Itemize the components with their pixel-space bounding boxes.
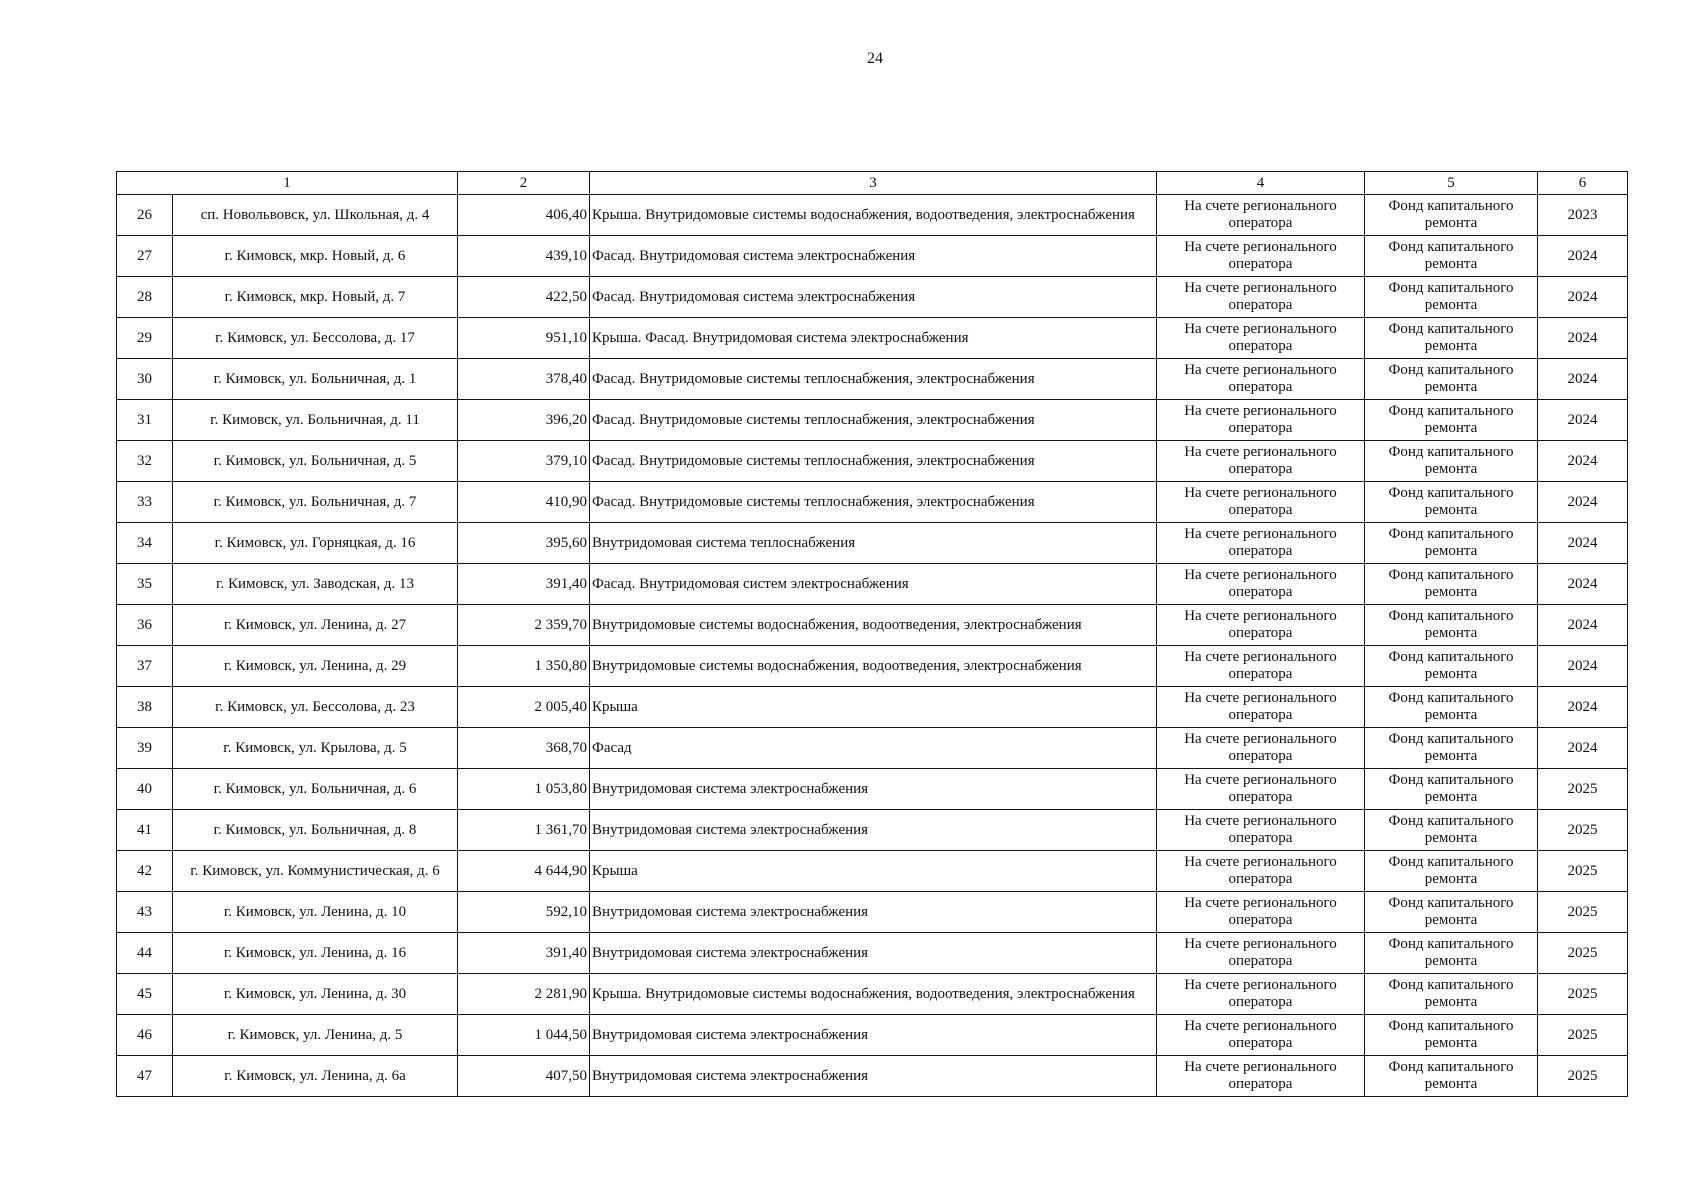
table-header-row — [117, 172, 1628, 195]
area-cell: 410,90 — [458, 482, 590, 523]
row-number: 39 — [117, 728, 173, 769]
account-cell: На счете регионального оператора — [1157, 810, 1365, 851]
row-number: 37 — [117, 646, 173, 687]
area-cell: 1 053,80 — [458, 769, 590, 810]
year-cell: 2024 — [1538, 687, 1628, 728]
table-row — [117, 892, 1628, 933]
year-cell: 2024 — [1538, 728, 1628, 769]
address-cell: г. Кимовск, ул. Больничная, д. 11 — [173, 400, 458, 441]
year-cell: 2024 — [1538, 359, 1628, 400]
table-row — [117, 277, 1628, 318]
fund-cell: Фонд капитального ремонта — [1365, 523, 1538, 564]
works-cell: Внутридомовые системы водоснабжения, водоотведения, электроснабжения — [590, 646, 1157, 687]
fund-cell: Фонд капитального ремонта — [1365, 482, 1538, 523]
repair-schedule-table — [116, 171, 1628, 1097]
page-number: 24 — [867, 50, 883, 67]
fund-cell: Фонд капитального ремонта — [1365, 851, 1538, 892]
address-cell: г. Кимовск, ул. Бессолова, д. 23 — [173, 687, 458, 728]
account-cell: На счете регионального оператора — [1157, 564, 1365, 605]
works-cell: Внутридомовая система электроснабжения — [590, 769, 1157, 810]
works-cell: Крыша — [590, 687, 1157, 728]
year-cell: 2025 — [1538, 810, 1628, 851]
year-cell: 2023 — [1538, 195, 1628, 236]
row-number: 47 — [117, 1056, 173, 1097]
table-row — [117, 687, 1628, 728]
table-row — [117, 1015, 1628, 1056]
row-number: 43 — [117, 892, 173, 933]
table-row — [117, 646, 1628, 687]
address-cell: сп. Новольвовск, ул. Школьная, д. 4 — [173, 195, 458, 236]
year-cell: 2024 — [1538, 441, 1628, 482]
table-row — [117, 974, 1628, 1015]
fund-cell: Фонд капитального ремонта — [1365, 564, 1538, 605]
area-cell: 4 644,90 — [458, 851, 590, 892]
area-cell: 1 350,80 — [458, 646, 590, 687]
year-cell: 2024 — [1538, 277, 1628, 318]
works-cell: Крыша. Внутридомовые системы водоснабжения, водоотведения, электроснабжения — [590, 974, 1157, 1015]
works-cell: Внутридомовая система электроснабжения — [590, 810, 1157, 851]
row-number: 32 — [117, 441, 173, 482]
area-cell: 2 359,70 — [458, 605, 590, 646]
fund-cell: Фонд капитального ремонта — [1365, 318, 1538, 359]
area-cell: 391,40 — [458, 564, 590, 605]
year-cell: 2024 — [1538, 523, 1628, 564]
table-row — [117, 728, 1628, 769]
account-cell: На счете регионального оператора — [1157, 974, 1365, 1015]
account-cell: На счете регионального оператора — [1157, 728, 1365, 769]
row-number: 36 — [117, 605, 173, 646]
works-cell: Фасад. Внутридомовая система электроснабжения — [590, 277, 1157, 318]
address-cell: г. Кимовск, ул. Ленина, д. 5 — [173, 1015, 458, 1056]
address-cell: г. Кимовск, ул. Больничная, д. 7 — [173, 482, 458, 523]
address-cell: г. Кимовск, ул. Больничная, д. 1 — [173, 359, 458, 400]
address-cell: г. Кимовск, ул. Больничная, д. 6 — [173, 769, 458, 810]
year-cell: 2025 — [1538, 974, 1628, 1015]
area-cell: 395,60 — [458, 523, 590, 564]
address-cell: г. Кимовск, мкр. Новый, д. 6 — [173, 236, 458, 277]
address-cell: г. Кимовск, ул. Ленина, д. 16 — [173, 933, 458, 974]
year-cell: 2025 — [1538, 1015, 1628, 1056]
fund-cell: Фонд капитального ремонта — [1365, 810, 1538, 851]
account-cell: На счете регионального оператора — [1157, 318, 1365, 359]
row-number: 26 — [117, 195, 173, 236]
fund-cell: Фонд капитального ремонта — [1365, 974, 1538, 1015]
works-cell: Фасад. Внутридомовые системы теплоснабжения, электроснабжения — [590, 359, 1157, 400]
area-cell: 951,10 — [458, 318, 590, 359]
account-cell: На счете регионального оператора — [1157, 195, 1365, 236]
works-cell: Крыша. Внутридомовые системы водоснабжения, водоотведения, электроснабжения — [590, 195, 1157, 236]
area-cell: 378,40 — [458, 359, 590, 400]
table-row — [117, 523, 1628, 564]
table-row — [117, 482, 1628, 523]
row-number: 40 — [117, 769, 173, 810]
table-row — [117, 1056, 1628, 1097]
account-cell: На счете регионального оператора — [1157, 277, 1365, 318]
header-col-6: 6 — [1538, 172, 1628, 195]
account-cell: На счете регионального оператора — [1157, 359, 1365, 400]
address-cell: г. Кимовск, ул. Крылова, д. 5 — [173, 728, 458, 769]
address-cell: г. Кимовск, ул. Ленина, д. 29 — [173, 646, 458, 687]
works-cell: Внутридомовая система электроснабжения — [590, 1056, 1157, 1097]
fund-cell: Фонд капитального ремонта — [1365, 1015, 1538, 1056]
year-cell: 2024 — [1538, 646, 1628, 687]
account-cell: На счете регионального оператора — [1157, 482, 1365, 523]
area-cell: 396,20 — [458, 400, 590, 441]
works-cell: Внутридомовые системы водоснабжения, водоотведения, электроснабжения — [590, 605, 1157, 646]
row-number: 33 — [117, 482, 173, 523]
account-cell: На счете регионального оператора — [1157, 605, 1365, 646]
year-cell: 2024 — [1538, 564, 1628, 605]
account-cell: На счете регионального оператора — [1157, 892, 1365, 933]
account-cell: На счете регионального оператора — [1157, 1015, 1365, 1056]
fund-cell: Фонд капитального ремонта — [1365, 605, 1538, 646]
row-number: 45 — [117, 974, 173, 1015]
year-cell: 2025 — [1538, 769, 1628, 810]
year-cell: 2024 — [1538, 318, 1628, 359]
address-cell: г. Кимовск, ул. Горняцкая, д. 16 — [173, 523, 458, 564]
header-col-3: 3 — [590, 172, 1157, 195]
row-number: 35 — [117, 564, 173, 605]
year-cell: 2024 — [1538, 482, 1628, 523]
fund-cell: Фонд капитального ремонта — [1365, 892, 1538, 933]
table-row — [117, 564, 1628, 605]
header-col-4: 4 — [1157, 172, 1365, 195]
row-number: 38 — [117, 687, 173, 728]
area-cell: 1 361,70 — [458, 810, 590, 851]
fund-cell: Фонд капитального ремонта — [1365, 646, 1538, 687]
works-cell: Крыша. Фасад. Внутридомовая система электроснабжения — [590, 318, 1157, 359]
works-cell: Фасад. Внутридомовые системы теплоснабжения, электроснабжения — [590, 400, 1157, 441]
year-cell: 2025 — [1538, 1056, 1628, 1097]
address-cell: г. Кимовск, ул. Больничная, д. 5 — [173, 441, 458, 482]
table-row — [117, 400, 1628, 441]
row-number: 46 — [117, 1015, 173, 1056]
area-cell: 2 005,40 — [458, 687, 590, 728]
fund-cell: Фонд капитального ремонта — [1365, 195, 1538, 236]
address-cell: г. Кимовск, ул. Ленина, д. 27 — [173, 605, 458, 646]
address-cell: г. Кимовск, ул. Ленина, д. 10 — [173, 892, 458, 933]
table-row — [117, 810, 1628, 851]
works-cell: Фасад. Внутридомовые системы теплоснабжения, электроснабжения — [590, 441, 1157, 482]
row-number: 29 — [117, 318, 173, 359]
year-cell: 2024 — [1538, 236, 1628, 277]
works-cell: Фасад — [590, 728, 1157, 769]
year-cell: 2025 — [1538, 892, 1628, 933]
header-col-2: 2 — [458, 172, 590, 195]
fund-cell: Фонд капитального ремонта — [1365, 277, 1538, 318]
account-cell: На счете регионального оператора — [1157, 687, 1365, 728]
area-cell: 368,70 — [458, 728, 590, 769]
fund-cell: Фонд капитального ремонта — [1365, 933, 1538, 974]
account-cell: На счете регионального оператора — [1157, 851, 1365, 892]
table-row — [117, 195, 1628, 236]
fund-cell: Фонд капитального ремонта — [1365, 400, 1538, 441]
address-cell: г. Кимовск, ул. Коммунистическая, д. 6 — [173, 851, 458, 892]
area-cell: 407,50 — [458, 1056, 590, 1097]
fund-cell: Фонд капитального ремонта — [1365, 441, 1538, 482]
row-number: 28 — [117, 277, 173, 318]
address-cell: г. Кимовск, ул. Бессолова, д. 17 — [173, 318, 458, 359]
area-cell: 1 044,50 — [458, 1015, 590, 1056]
account-cell: На счете регионального оператора — [1157, 236, 1365, 277]
fund-cell: Фонд капитального ремонта — [1365, 687, 1538, 728]
table-row — [117, 933, 1628, 974]
row-number: 31 — [117, 400, 173, 441]
fund-cell: Фонд капитального ремонта — [1365, 1056, 1538, 1097]
table-row — [117, 851, 1628, 892]
header-col-1: 1 — [117, 172, 458, 195]
table-row — [117, 318, 1628, 359]
area-cell: 2 281,90 — [458, 974, 590, 1015]
year-cell: 2025 — [1538, 933, 1628, 974]
row-number: 42 — [117, 851, 173, 892]
address-cell: г. Кимовск, ул. Заводская, д. 13 — [173, 564, 458, 605]
table-row — [117, 605, 1628, 646]
works-cell: Крыша — [590, 851, 1157, 892]
area-cell: 406,40 — [458, 195, 590, 236]
row-number: 44 — [117, 933, 173, 974]
row-number: 34 — [117, 523, 173, 564]
works-cell: Внутридомовая система электроснабжения — [590, 933, 1157, 974]
area-cell: 422,50 — [458, 277, 590, 318]
works-cell: Фасад. Внутридомовые системы теплоснабжения, электроснабжения — [590, 482, 1157, 523]
area-cell: 379,10 — [458, 441, 590, 482]
year-cell: 2024 — [1538, 400, 1628, 441]
account-cell: На счете регионального оператора — [1157, 441, 1365, 482]
account-cell: На счете регионального оператора — [1157, 646, 1365, 687]
row-number: 27 — [117, 236, 173, 277]
area-cell: 592,10 — [458, 892, 590, 933]
area-cell: 439,10 — [458, 236, 590, 277]
works-cell: Внутридомовая система электроснабжения — [590, 1015, 1157, 1056]
address-cell: г. Кимовск, ул. Ленина, д. 6а — [173, 1056, 458, 1097]
year-cell: 2025 — [1538, 851, 1628, 892]
fund-cell: Фонд капитального ремонта — [1365, 728, 1538, 769]
address-cell: г. Кимовск, ул. Ленина, д. 30 — [173, 974, 458, 1015]
account-cell: На счете регионального оператора — [1157, 400, 1365, 441]
header-col-5: 5 — [1365, 172, 1538, 195]
account-cell: На счете регионального оператора — [1157, 1056, 1365, 1097]
year-cell: 2024 — [1538, 605, 1628, 646]
fund-cell: Фонд капитального ремонта — [1365, 769, 1538, 810]
address-cell: г. Кимовск, мкр. Новый, д. 7 — [173, 277, 458, 318]
account-cell: На счете регионального оператора — [1157, 933, 1365, 974]
table-row — [117, 441, 1628, 482]
works-cell: Внутридомовая система электроснабжения — [590, 892, 1157, 933]
row-number: 41 — [117, 810, 173, 851]
account-cell: На счете регионального оператора — [1157, 769, 1365, 810]
table-row — [117, 236, 1628, 277]
works-cell: Внутридомовая система теплоснабжения — [590, 523, 1157, 564]
address-cell: г. Кимовск, ул. Больничная, д. 8 — [173, 810, 458, 851]
row-number: 30 — [117, 359, 173, 400]
fund-cell: Фонд капитального ремонта — [1365, 236, 1538, 277]
table-row — [117, 359, 1628, 400]
works-cell: Фасад. Внутридомовая систем электроснабжения — [590, 564, 1157, 605]
area-cell: 391,40 — [458, 933, 590, 974]
account-cell: На счете регионального оператора — [1157, 523, 1365, 564]
table-row — [117, 769, 1628, 810]
fund-cell: Фонд капитального ремонта — [1365, 359, 1538, 400]
works-cell: Фасад. Внутридомовая система электроснабжения — [590, 236, 1157, 277]
